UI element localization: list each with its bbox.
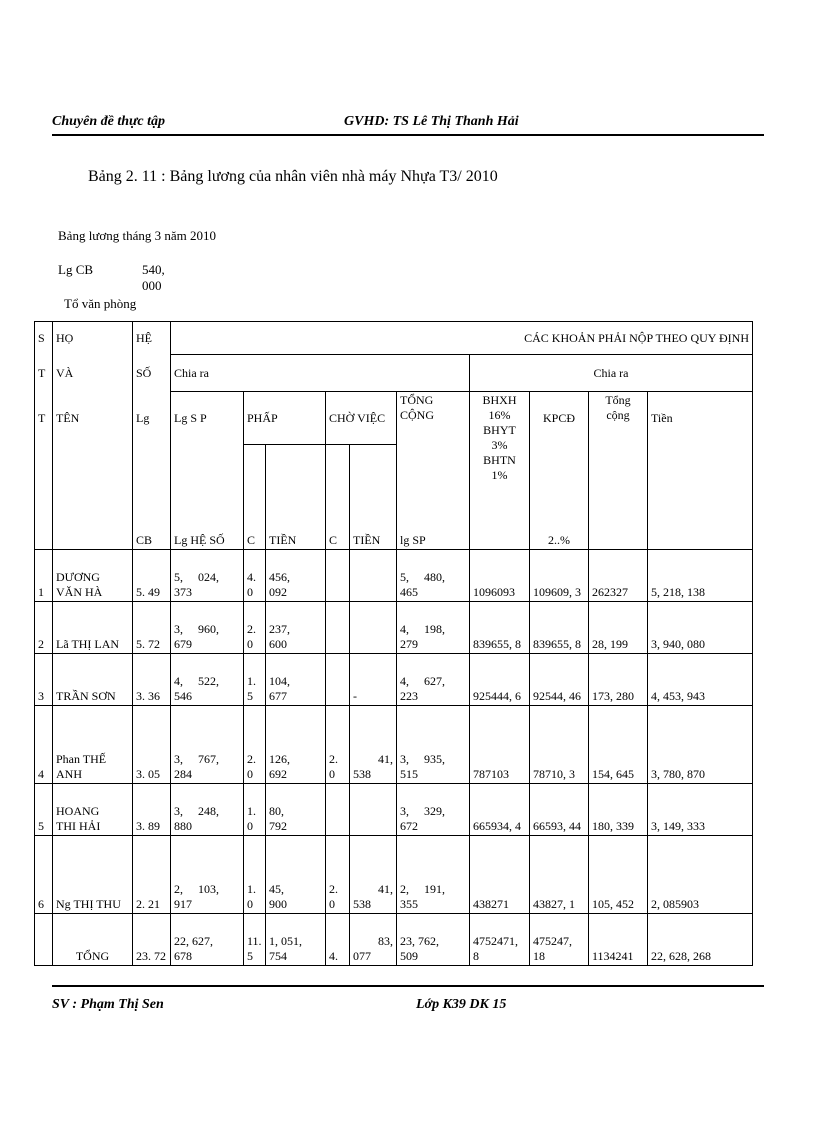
row-bhxh: 839655, 8 <box>470 602 530 654</box>
total-row <box>35 914 753 966</box>
row-sp: 3, 960, 679 <box>171 602 244 654</box>
table-row <box>35 550 753 602</box>
header-left: Chuyên đề thực tập <box>52 114 166 129</box>
payroll-table <box>34 321 753 966</box>
row-ct: - <box>350 654 397 706</box>
row-hs: 3. 36 <box>133 654 171 706</box>
row-bhxh: 787103 <box>470 706 530 784</box>
row-kpcd: 839655, 8 <box>530 602 589 654</box>
row-hs: 3. 05 <box>133 706 171 784</box>
row-pc: 4. 0 <box>244 550 266 602</box>
hdr-chia-ra-1: Chia ra <box>171 355 470 392</box>
row-ct <box>350 602 397 654</box>
hdr-chia-ra-2: Chia ra <box>470 355 753 392</box>
row-tong-cong: 262327 <box>589 550 648 602</box>
row-pc: 2. 0 <box>244 706 266 784</box>
total-tc: 1134241 <box>589 914 648 966</box>
row-pt: 80, 792 <box>266 784 326 836</box>
total-kpcd: 475247, 18 <box>530 914 589 966</box>
row-sp: 4, 522, 546 <box>171 654 244 706</box>
row-pt: 126, 692 <box>266 706 326 784</box>
table-row <box>35 602 753 654</box>
row-name: Phan THẾ ANH <box>53 706 133 784</box>
row-tg: 5, 480, 465 <box>397 550 470 602</box>
header-row-2 <box>35 355 753 392</box>
row-cc <box>326 784 350 836</box>
row-stt: 2 <box>35 602 53 654</box>
row-sp: 3, 248, 880 <box>171 784 244 836</box>
hdr-ho: HỌ <box>53 322 133 355</box>
row-bhxh: 925444, 6 <box>470 654 530 706</box>
total-pt: 1, 051, 754 <box>266 914 326 966</box>
row-ct: 41, 538 <box>350 836 397 914</box>
row-tong-cong: 28, 199 <box>589 602 648 654</box>
row-pc: 1. 5 <box>244 654 266 706</box>
row-bhxh: 1096093 <box>470 550 530 602</box>
footer-left: SV : Phạm Thị Sen <box>52 997 164 1012</box>
table-row <box>35 654 753 706</box>
row-name: TRẦN SƠN <box>53 654 133 706</box>
row-tien: 4, 453, 943 <box>648 654 753 706</box>
total-tien: 22, 628, 268 <box>648 914 753 966</box>
row-hs: 2. 21 <box>133 836 171 914</box>
hdr-tien1: TIỀN <box>266 445 326 550</box>
hdr-t1: T <box>35 355 53 392</box>
header-row-4 <box>35 445 753 550</box>
row-stt: 4 <box>35 706 53 784</box>
hdr-c2: C <box>326 445 350 550</box>
hdr-bhxh: BHXH 16% BHYT 3% BHTN 1% <box>470 392 530 550</box>
row-pt: 104, 677 <box>266 654 326 706</box>
hdr-tong-cong-3: Tổng cộng <box>589 392 648 445</box>
hdr-kpcd: KPCĐ <box>530 392 589 445</box>
row-name: DƯƠNG VĂN HÀ <box>53 550 133 602</box>
row-cc <box>326 602 350 654</box>
total-hs: 23. 72 <box>133 914 171 966</box>
row-tien: 3, 940, 080 <box>648 602 753 654</box>
total-sp: 22, 627, 678 <box>171 914 244 966</box>
row-pt: 456, 092 <box>266 550 326 602</box>
total-bhxh: 4752471, 8 <box>470 914 530 966</box>
row-kpcd: 109609, 3 <box>530 550 589 602</box>
row-hs: 5. 72 <box>133 602 171 654</box>
page-header <box>52 112 764 136</box>
row-tong-cong: 180, 339 <box>589 784 648 836</box>
row-cc: 2. 0 <box>326 706 350 784</box>
hdr-tien: Tiền <box>648 392 753 445</box>
base-salary <box>58 262 165 293</box>
hdr-he: HỆ <box>133 322 171 355</box>
header-row-1 <box>35 322 753 355</box>
hdr-p2: 2..% <box>530 445 589 550</box>
row-tong-cong: 105, 452 <box>589 836 648 914</box>
row-kpcd: 78710, 3 <box>530 706 589 784</box>
row-hs: 5. 49 <box>133 550 171 602</box>
hdr-tien2: TIỀN <box>350 445 397 550</box>
table-row <box>35 836 753 914</box>
row-name: HOANG THI HẢI <box>53 784 133 836</box>
row-hs: 3. 89 <box>133 784 171 836</box>
header-right: GVHD: TS Lê Thị Thanh Hải <box>344 114 519 129</box>
row-pt: 45, 900 <box>266 836 326 914</box>
row-cc <box>326 550 350 602</box>
footer-right: Lớp K39 DK 15 <box>416 997 507 1012</box>
row-ct <box>350 550 397 602</box>
row-tien: 3, 780, 870 <box>648 706 753 784</box>
row-stt: 6 <box>35 836 53 914</box>
hdr-lg-sp: Lg S P <box>171 392 244 445</box>
row-tg: 4, 198, 279 <box>397 602 470 654</box>
row-tien: 2, 085903 <box>648 836 753 914</box>
row-pc: 1. 0 <box>244 784 266 836</box>
hdr-so: SỐ <box>133 355 171 392</box>
hdr-c1: C <box>244 445 266 550</box>
row-cc: 2. 0 <box>326 836 350 914</box>
group-label: Tổ văn phòng <box>64 296 137 311</box>
row-bhxh: 438271 <box>470 836 530 914</box>
total-cc: 4. <box>326 914 350 966</box>
hdr-cac-khoan: CÁC KHOẢN PHẢI NỘP THEO QUY ĐỊNH <box>171 322 753 355</box>
row-tong-cong: 154, 645 <box>589 706 648 784</box>
total-tg: 23, 762, 509 <box>397 914 470 966</box>
row-cc <box>326 654 350 706</box>
base-salary-value: 540, 000 <box>142 262 165 293</box>
table-row <box>35 706 753 784</box>
hdr-s: S <box>35 322 53 355</box>
row-tien: 5, 218, 138 <box>648 550 753 602</box>
total-pc: 11. 5 <box>244 914 266 966</box>
hdr-lg: Lg <box>133 392 171 445</box>
row-stt: 5 <box>35 784 53 836</box>
row-tg: 2, 191, 355 <box>397 836 470 914</box>
row-stt: 3 <box>35 654 53 706</box>
row-stt: 1 <box>35 550 53 602</box>
hdr-ten: TÊN <box>53 392 133 445</box>
row-tg: 3, 329, 672 <box>397 784 470 836</box>
row-pc: 2. 0 <box>244 602 266 654</box>
total-label: TỔNG <box>53 914 133 966</box>
hdr-cho-viec: CHỜ VIỆC <box>326 392 397 445</box>
row-sp: 2, 103, 917 <box>171 836 244 914</box>
hdr-tong-cong: TỔNG CỘNG <box>397 392 470 445</box>
hdr-cb: CB <box>133 445 171 550</box>
row-tien: 3, 149, 333 <box>648 784 753 836</box>
row-ct <box>350 784 397 836</box>
row-bhxh: 665934, 4 <box>470 784 530 836</box>
total-ct: 83, 077 <box>350 914 397 966</box>
row-tg: 3, 935, 515 <box>397 706 470 784</box>
row-kpcd: 92544, 46 <box>530 654 589 706</box>
hdr-phap: PHẤP <box>244 392 326 445</box>
header-row-3 <box>35 392 753 445</box>
hdr-lg-sp2: lg SP <box>397 445 470 550</box>
subtitle: Bảng lương tháng 3 năm 2010 <box>58 228 216 243</box>
hdr-lg-he-so: Lg HỆ SỐ <box>171 445 244 550</box>
row-pt: 237, 600 <box>266 602 326 654</box>
row-pc: 1. 0 <box>244 836 266 914</box>
page-footer <box>52 985 764 1011</box>
row-tong-cong: 173, 280 <box>589 654 648 706</box>
row-tg: 4, 627, 223 <box>397 654 470 706</box>
row-sp: 5, 024, 373 <box>171 550 244 602</box>
row-sp: 3, 767, 284 <box>171 706 244 784</box>
base-salary-label: Lg CB <box>58 262 94 277</box>
hdr-va: VÀ <box>53 355 133 392</box>
table-title: Bảng 2. 11 : Bảng lương của nhân viên nhà máy Nhựa T3/ 2010 <box>88 168 498 185</box>
table-row <box>35 784 753 836</box>
row-name: Lã THỊ LAN <box>53 602 133 654</box>
row-name: Ng THỊ THU <box>53 836 133 914</box>
row-kpcd: 43827, 1 <box>530 836 589 914</box>
row-kpcd: 66593, 44 <box>530 784 589 836</box>
row-ct: 41, 538 <box>350 706 397 784</box>
hdr-t2: T <box>35 392 53 445</box>
